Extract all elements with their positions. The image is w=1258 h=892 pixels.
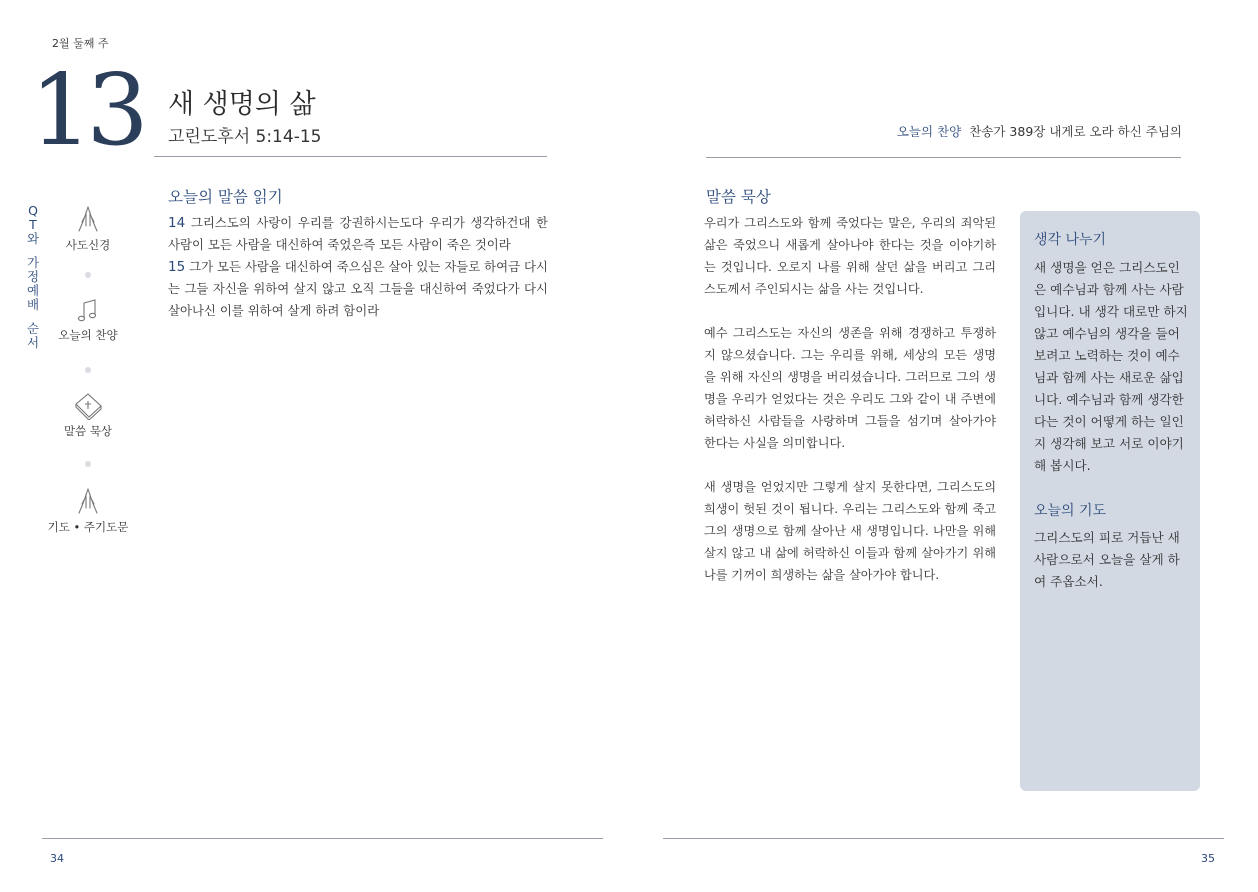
- prayer-heading: 오늘의 기도: [1034, 503, 1107, 519]
- hymn-text: 찬송가 389장 내게로 오라 하신 주님의: [969, 124, 1182, 139]
- sharing-text: 새 생명을 얻은 그리스도인은 예수님과 함께 사는 사람입니다. 내 생각 대로만 하지 않고 예수님의 생각을 들어 보려고 노력하는 것이 예수님과 함께 사는 새로운 삶입니다. 예수님과 함께 생각한다는 것이 어떻게 하는 일인지 생각해 보고 서로 이야기해 봅시다.: [1034, 260, 1188, 473]
- nav-item-prayer[interactable]: [38, 486, 138, 535]
- hymn-label: 오늘의 찬양: [896, 124, 962, 139]
- week-label: 2월 둘째 주: [52, 37, 109, 50]
- meditation-paragraph: 우리가 그리스도와 함께 죽었다는 말은, 우리의 죄악된 삶은 죽었으니 새롭게 살아나야 한다는 것을 이야기하는 것입니다. 오로지 나를 위해 살던 삶을 버리고 그리스도께서 주인되시는 삶을 사는 것입니다.: [704, 216, 996, 296]
- verse-number: 14: [168, 215, 186, 231]
- meditation-paragraph: 예수 그리스도는 자신의 생존을 위해 경쟁하고 투쟁하지 않으셨습니다. 그는 우리를 위해, 세상의 모든 생명을 위해 자신의 생명을 버리셨습니다. 그러므로 그의 생명을 우리가 얻었다는 것은 우리도 그와 같이 내 주변에 허락하신 사람들을 사랑하며 그들을 섬기며 살아가야 한다는 사실을 의미합니다.: [704, 326, 996, 450]
- qt-char: 정: [26, 269, 40, 284]
- nav-item-todays-hymn[interactable]: [38, 298, 138, 343]
- verse: [168, 256, 548, 322]
- reading-heading: 오늘의 말씀 읽기: [168, 188, 283, 206]
- nav-label: 오늘의 찬양: [58, 328, 118, 342]
- scripture-text: [168, 212, 548, 322]
- qt-char: 와: [26, 231, 40, 246]
- nav-item-apostles-creed[interactable]: [38, 204, 138, 253]
- qt-char: T: [29, 217, 37, 232]
- qt-char: 배: [26, 297, 40, 312]
- page-number-left: 34: [50, 852, 64, 865]
- prayer-text: 그리스도의 피로 거듭난 새 사람으로서 오늘을 살게 하여 주옵소서.: [1034, 530, 1180, 589]
- scripture-reference: 고린도후서 5:14-15: [168, 127, 322, 147]
- page-number-right: 35: [1201, 852, 1215, 865]
- header-divider-left: [154, 156, 547, 157]
- nav-separator-dot: [85, 272, 91, 278]
- nav-separator-dot: [85, 461, 91, 467]
- meditation-heading: 말씀 묵상: [706, 188, 771, 206]
- nav-label: 말씀 묵상: [63, 424, 113, 438]
- praying-hands-icon: [73, 204, 103, 234]
- header-divider-right: [706, 157, 1181, 158]
- footer-divider-left: [42, 838, 603, 839]
- qt-char: 예: [26, 283, 40, 298]
- nav-separator-dot: [85, 367, 91, 373]
- bible-icon: [72, 390, 104, 420]
- footer-divider-right: [663, 838, 1224, 839]
- hymn-row: [897, 122, 1182, 140]
- qt-char: Q: [28, 203, 38, 218]
- sharing-heading: 생각 나누기: [1034, 232, 1107, 248]
- qt-char: 서: [26, 335, 40, 350]
- music-note-icon: [73, 298, 103, 324]
- verse-text: 그리스도의 사랑이 우리를 강권하시는도다 우리가 생각하건대 한 사람이 모든 사람을 대신하여 죽었은즉 모든 사람이 죽은 것이라: [168, 215, 548, 252]
- verse-number: 15: [168, 259, 186, 275]
- verse-text: 그가 모든 사람을 대신하여 죽으심은 살아 있는 자들로 하여금 다시는 그들 자신을 위하여 살지 않고 오직 그들을 대신하여 죽었다가 다시 살아나신 이를 위하여 살게 하려 함이라: [168, 259, 548, 318]
- verse: [168, 212, 548, 256]
- nav-item-meditation[interactable]: [38, 390, 138, 439]
- nav-label: 기도 • 주기도문: [47, 520, 129, 534]
- nav-label: 사도신경: [65, 238, 111, 252]
- page-title: 새 생명의 삶: [168, 89, 316, 120]
- meditation-text: [704, 212, 996, 608]
- meditation-paragraph: 새 생명을 얻었지만 그렇게 살지 못한다면, 그리스도의 희생이 헛된 것이 됩니다. 우리는 그리스도와 함께 죽고 그의 생명으로 함께 살아난 새 생명입니다. 나만을 위해 살지 않고 내 삶에 허락하신 이들과 함께 살아가기 위해 나를 기꺼이 희생하는 삶을 살아가야 합니다.: [704, 480, 996, 582]
- qt-char: 순: [26, 321, 40, 336]
- praying-hands-icon: [73, 486, 103, 516]
- sharing-prayer-box: [1020, 211, 1200, 791]
- day-number: 13: [30, 54, 143, 168]
- qt-char: 가: [26, 255, 40, 270]
